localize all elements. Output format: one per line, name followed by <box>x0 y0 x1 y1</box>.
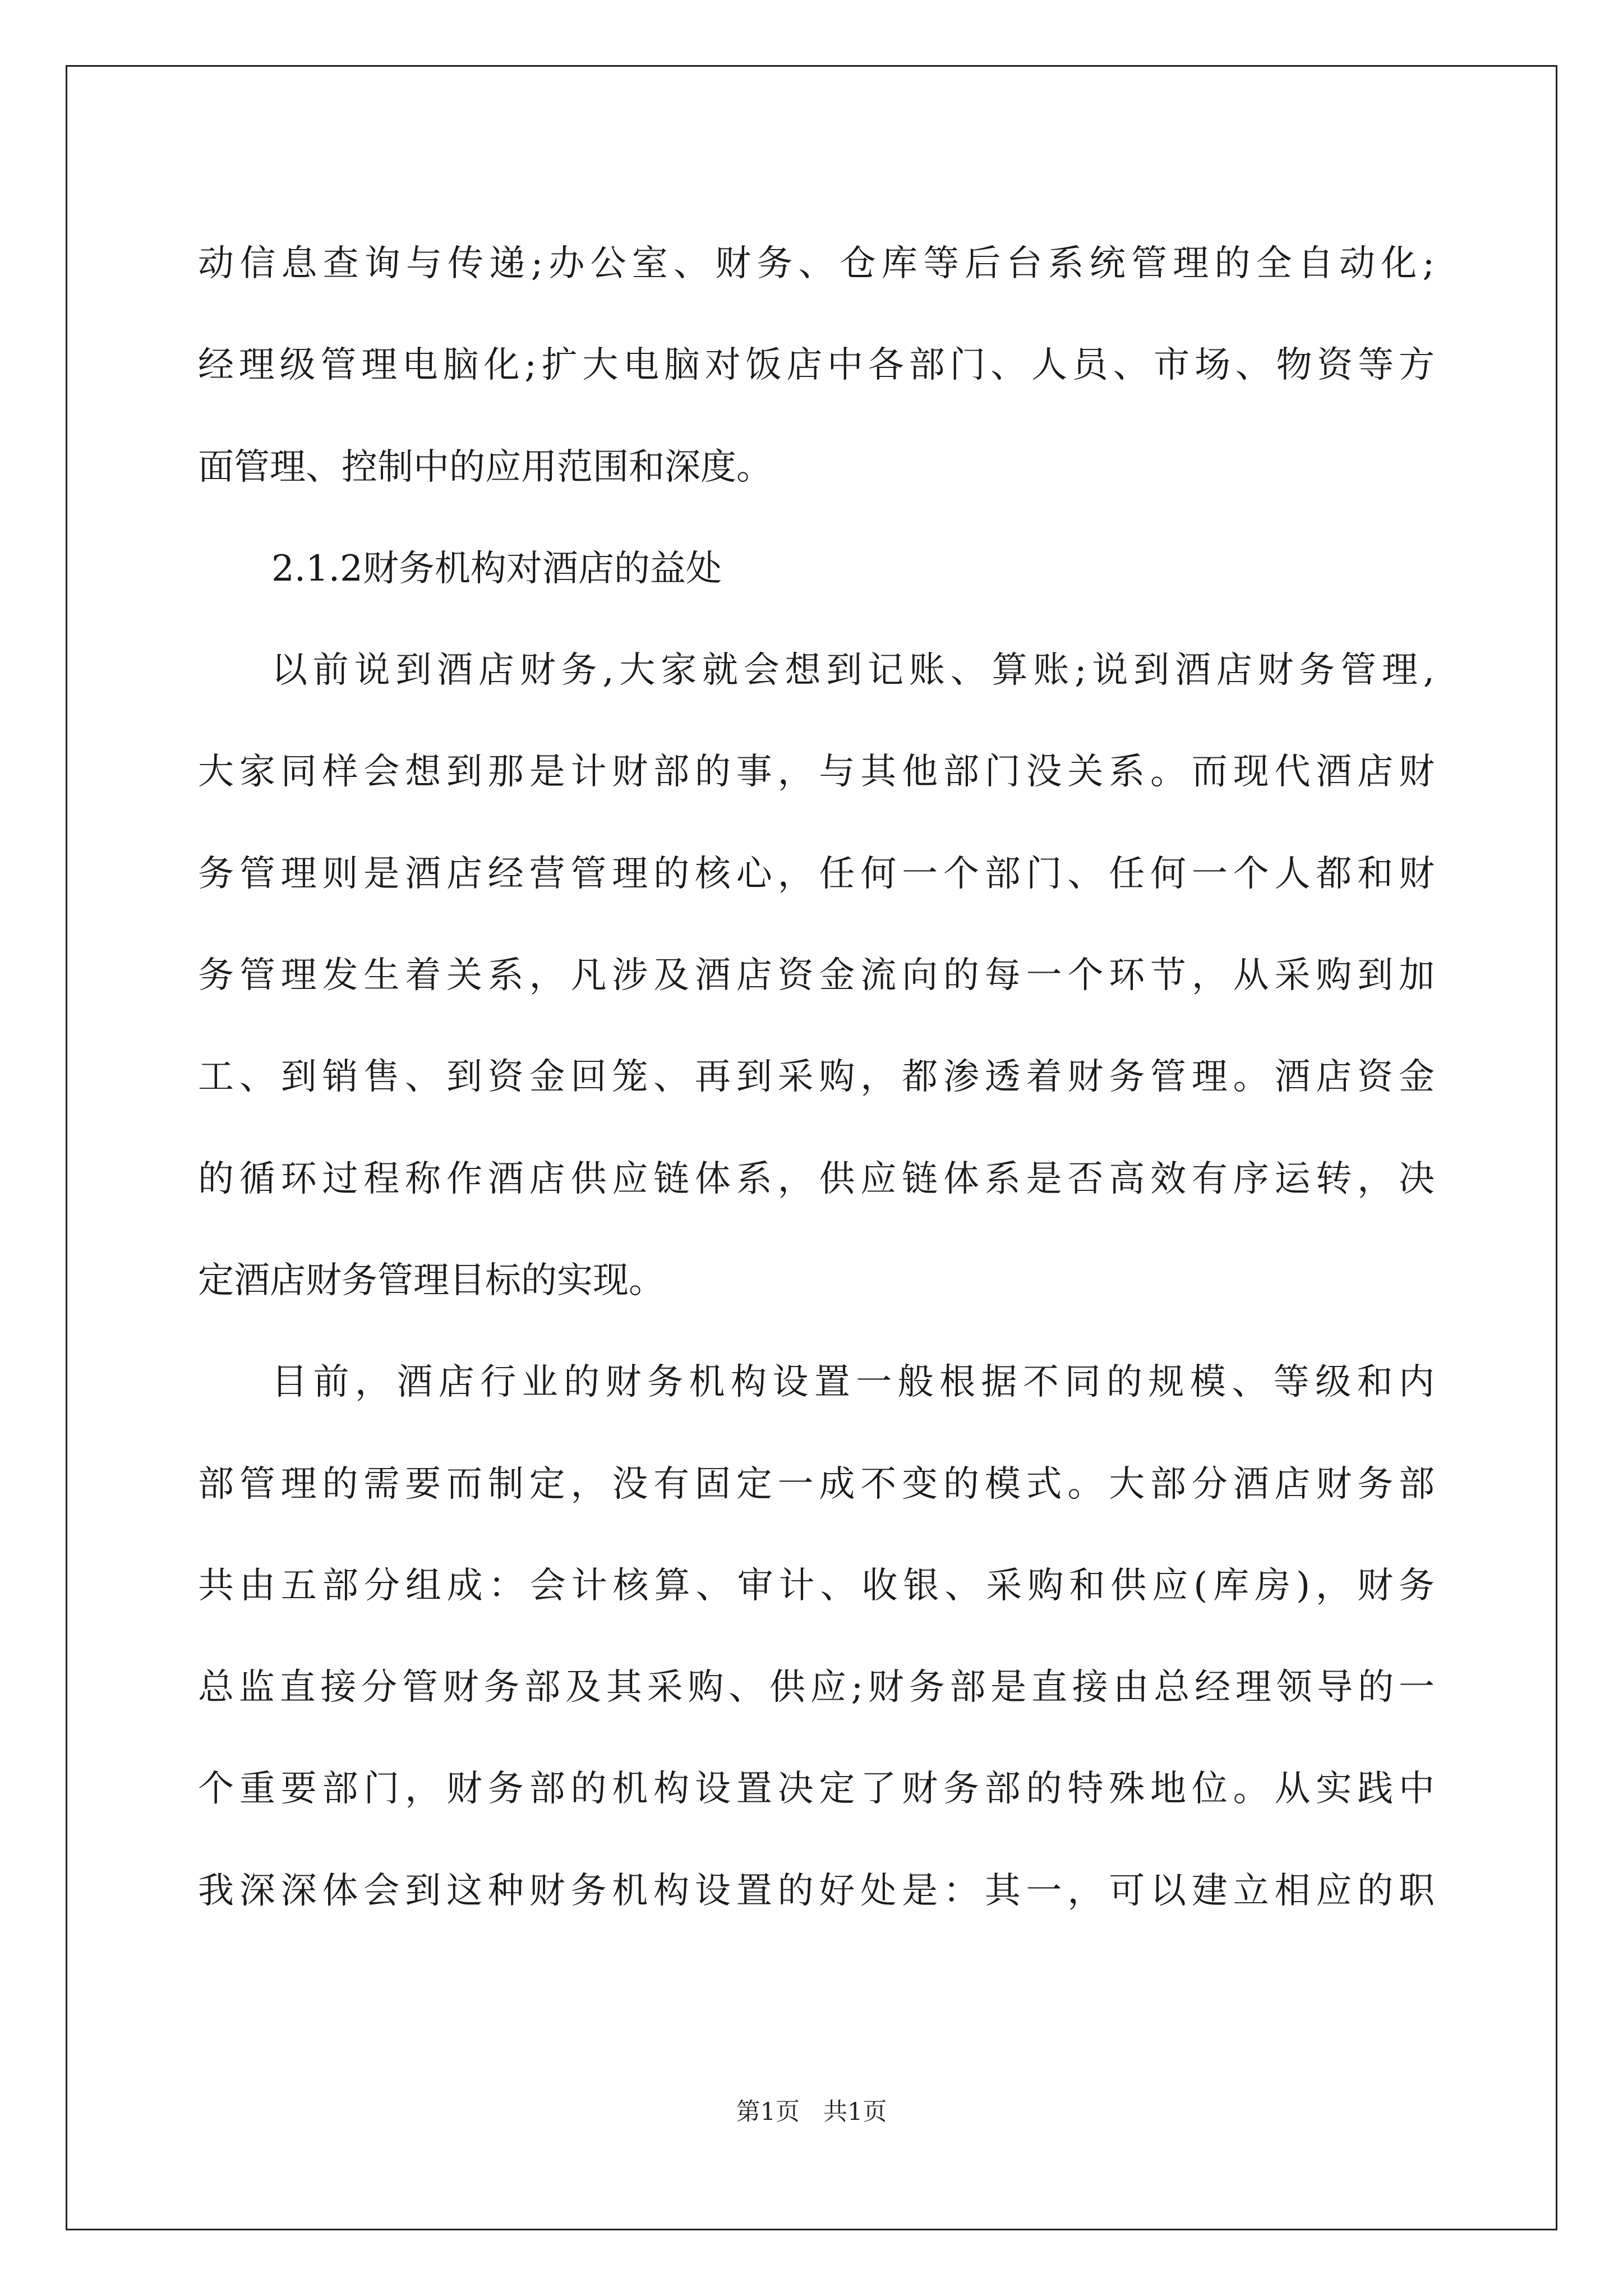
text-line: 务管理则是酒店经营管理的核心，任何一个部门、任何一个人都和财 <box>198 853 1435 895</box>
text-line: 动信息查询与传递;办公室、财务、仓库等后台系统管理的全自动化; <box>198 243 1435 284</box>
text-line: 的循环过程称作酒店供应链体系，供应链体系是否高效有序运转，决 <box>198 1158 1435 1200</box>
page-total: 共1页 <box>823 2098 887 2126</box>
document-body <box>198 213 1435 1942</box>
text-line: 务管理发生着关系，凡涉及酒店资金流向的每一个环节，从采购到加 <box>198 955 1435 997</box>
text-line: 共由五部分组成：会计核算、审计、收银、采购和供应(库房)，财务 <box>198 1565 1435 1607</box>
page-footer <box>0 2095 1623 2129</box>
text-line: 面管理、控制中的应用范围和深度。 <box>198 446 772 488</box>
text-line: 大家同样会想到那是计财部的事，与其他部门没关系。而现代酒店财 <box>198 751 1435 793</box>
text-line: 个重要部门，财务部的机构设置决定了财务部的特殊地位。从实践中 <box>198 1768 1435 1810</box>
text-line: 总监直接分管财务部及其采购、供应;财务部是直接由总经理领导的一 <box>198 1667 1435 1709</box>
text-line: 以前说到酒店财务,大家就会想到记账、算账;说到酒店财务管理, <box>271 650 1435 692</box>
text-line: 经理级管理电脑化;扩大电脑对饭店中各部门、人员、市场、物资等方 <box>198 344 1435 386</box>
page-number: 第1页 <box>736 2098 800 2126</box>
text-line: 部管理的需要而制定，没有固定一成不变的模式。大部分酒店财务部 <box>198 1463 1435 1505</box>
text-line: 目前，酒店行业的财务机构设置一般根据不同的规模、等级和内 <box>271 1361 1435 1404</box>
text-line: 工、到销售、到资金回笼、再到采购，都渗透着财务管理。酒店资金 <box>198 1056 1435 1098</box>
text-line: 定酒店财务管理目标的实现。 <box>198 1259 665 1301</box>
section-heading: 2.1.2财务机构对酒店的益处 <box>271 547 722 590</box>
text-line: 我深深体会到这种财务机构设置的好处是：其一，可以建立相应的职 <box>198 1870 1435 1912</box>
